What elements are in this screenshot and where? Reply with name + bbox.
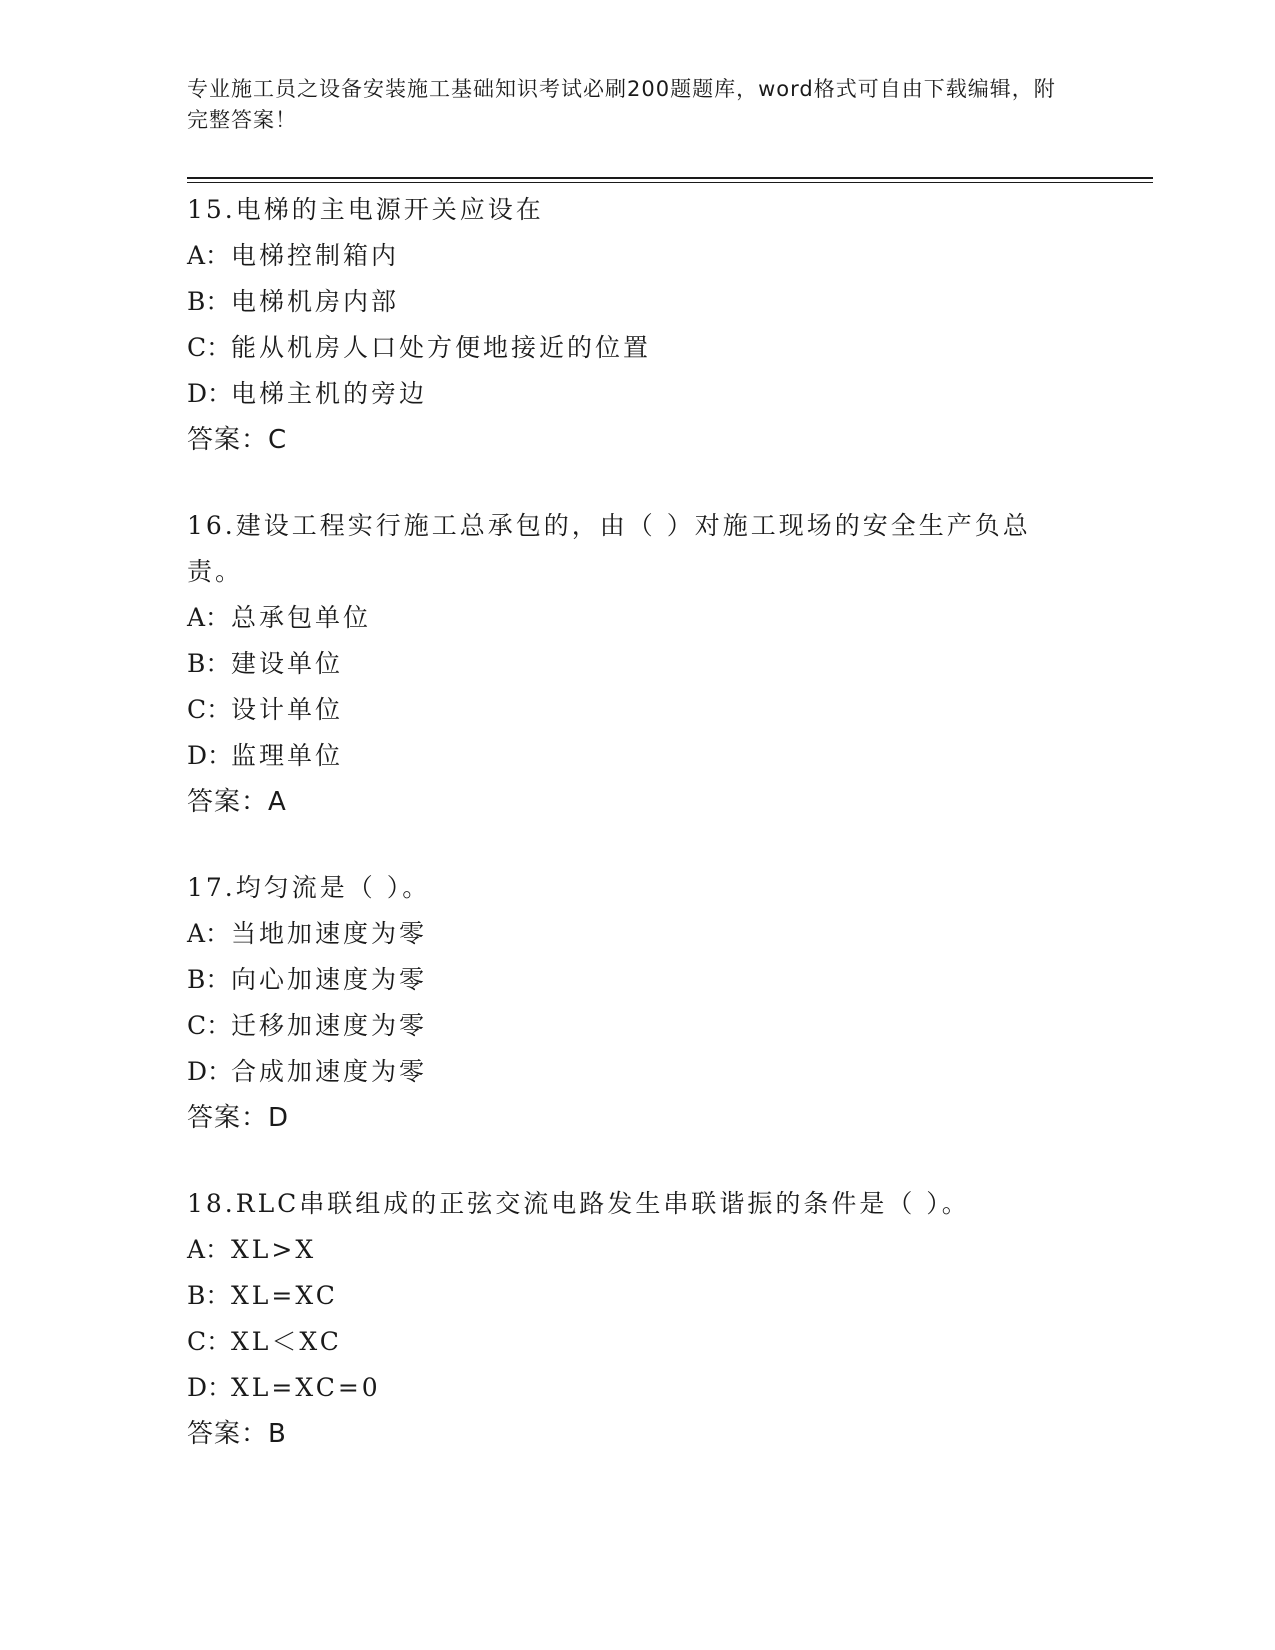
option-letter: C： — [187, 695, 232, 724]
option-letter: D： — [187, 741, 233, 770]
option-letter: C： — [187, 1011, 232, 1040]
question-text: 16.建设工程实行施工总承包的，由（ ）对施工现场的安全生产负总责。 — [187, 511, 1031, 586]
answer: 答案：C — [187, 425, 288, 455]
question-list — [187, 187, 1067, 1497]
question-17 — [187, 865, 1067, 1141]
option-a — [187, 233, 1067, 279]
option-text: 电梯主机的旁边 — [231, 379, 428, 408]
option-text: 合成加速度为零 — [231, 1057, 428, 1086]
option-text: 建设单位 — [231, 649, 344, 678]
option-text: 当地加速度为零 — [231, 919, 428, 948]
header-rule-thin — [187, 182, 1153, 183]
option-text: 总承包单位 — [231, 603, 372, 632]
option-c — [187, 325, 1067, 371]
question-text: 17.均匀流是（ ）。 — [187, 873, 431, 902]
option-letter: C： — [187, 1327, 232, 1356]
question-text: 18.RLC串联组成的正弦交流电路发生串联谐振的条件是（ ）。 — [187, 1189, 970, 1218]
option-b — [187, 1273, 1067, 1319]
question-18 — [187, 1181, 1067, 1457]
option-letter: B： — [187, 965, 231, 994]
document-header: 专业施工员之设备安装施工基础知识考试必刷200题题库，word格式可自由下载编辑，附完整答案！ — [187, 77, 1056, 132]
option-a — [187, 595, 1067, 641]
option-letter: B： — [187, 649, 231, 678]
option-text: 电梯机房内部 — [231, 287, 400, 316]
option-letter: B： — [187, 1281, 231, 1310]
question-16 — [187, 503, 1067, 825]
option-letter: C： — [187, 333, 232, 362]
header-rule-thick — [187, 177, 1153, 179]
option-c — [187, 1319, 1067, 1365]
option-text: 能从机房人口处方便地接近的位置 — [231, 333, 652, 362]
option-text: 监理单位 — [231, 741, 344, 770]
option-text: XL=XC=0 — [231, 1373, 381, 1402]
option-letter: A： — [187, 919, 231, 948]
option-letter: D： — [187, 1373, 233, 1402]
option-c — [187, 1003, 1067, 1049]
option-b — [187, 641, 1067, 687]
answer: 答案：A — [187, 787, 287, 817]
question-15 — [187, 187, 1067, 463]
option-text: XL＜XC — [231, 1327, 342, 1356]
option-b — [187, 279, 1067, 325]
option-text: XL=XC — [231, 1281, 338, 1310]
answer: 答案：D — [187, 1103, 290, 1133]
option-d — [187, 1365, 1067, 1411]
option-b — [187, 957, 1067, 1003]
option-letter: D： — [187, 379, 233, 408]
option-letter: A： — [187, 1235, 231, 1264]
option-text: 设计单位 — [231, 695, 344, 724]
option-c — [187, 687, 1067, 733]
option-a — [187, 911, 1067, 957]
option-d — [187, 1049, 1067, 1095]
option-letter: A： — [187, 603, 231, 632]
option-d — [187, 371, 1067, 417]
question-text: 15.电梯的主电源开关应设在 — [187, 195, 544, 224]
option-a — [187, 1227, 1067, 1273]
option-letter: D： — [187, 1057, 233, 1086]
option-letter: B： — [187, 287, 231, 316]
option-text: 迁移加速度为零 — [231, 1011, 428, 1040]
option-text: 电梯控制箱内 — [231, 241, 400, 270]
option-d — [187, 733, 1067, 779]
answer: 答案：B — [187, 1419, 287, 1449]
option-text: XL>X — [231, 1235, 317, 1264]
option-letter: A： — [187, 241, 231, 270]
option-text: 向心加速度为零 — [231, 965, 428, 994]
